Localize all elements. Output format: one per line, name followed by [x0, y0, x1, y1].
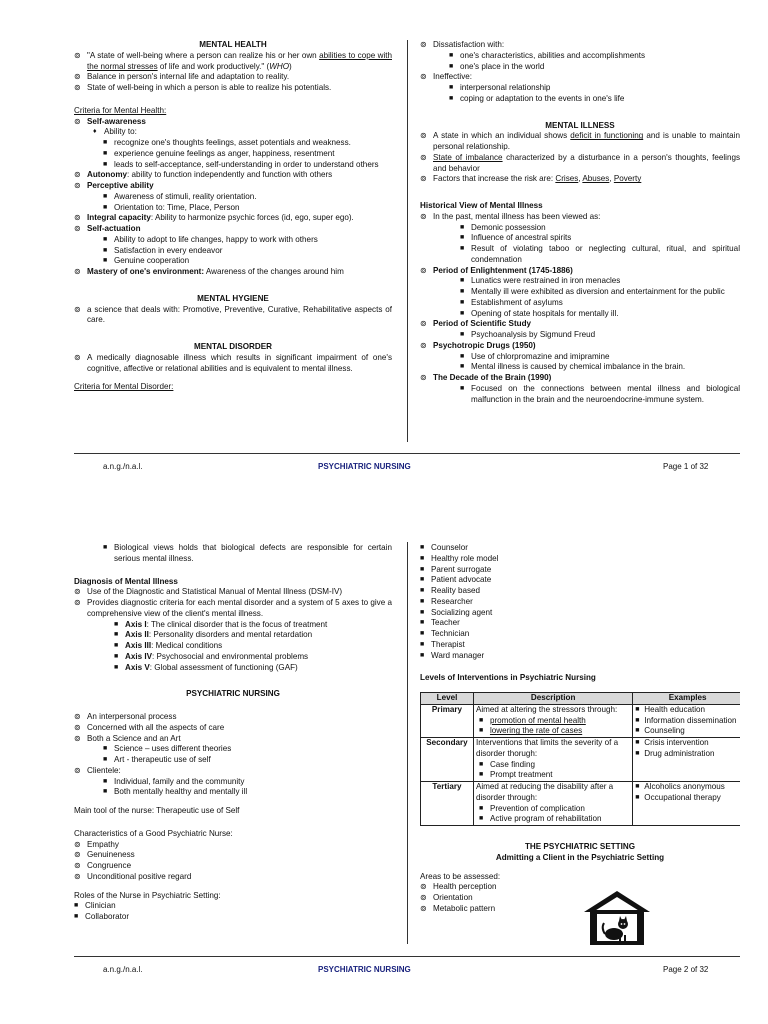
footer-author: a.n.g./n.a.l. — [103, 965, 143, 974]
page1-column-divider — [407, 40, 408, 442]
mh-definition-3: ⊚ State of well-being in which a person is able to realize his potentials. — [74, 83, 332, 92]
ineffective: ⊚ Ineffective: — [420, 72, 472, 82]
role-item: ■ Collaborator — [74, 912, 130, 921]
footer-page-number: Page 1 of 32 — [663, 462, 709, 471]
enlightenment-item: ■ Opening of state hospitals for mentally ill. — [460, 308, 619, 318]
page2-column-divider — [407, 542, 408, 944]
disorder-definition: ⊚ A medically diagnosable illness which results in significant impairment of one's cognitive, affective or relational abilities and is equivalent to mental illness. — [74, 352, 392, 373]
diagnosis-title: Diagnosis of Mental Illness — [74, 576, 178, 586]
page2-left-column — [74, 543, 392, 923]
science-art-item: ■ Art - therapeutic use of self — [103, 755, 211, 764]
interventions-table — [420, 692, 740, 826]
table-row — [421, 738, 741, 782]
level-cell: Tertiary — [421, 782, 474, 826]
dissatisfaction-item: ■ one's place in the world — [449, 61, 545, 71]
mental-illness-def-1: ⊚ A state in which an individual shows deficit in functioning and is unable to maintain personal relationship. — [420, 131, 740, 151]
enlightenment-item: ■ Lunatics were restrained in iron menacles — [460, 276, 621, 286]
page1-left-column — [74, 40, 392, 393]
page2-footer-rule — [74, 956, 740, 957]
psychotropic-item: ■ Use of chlorpromazine and imipramine — [460, 351, 610, 361]
mh-definition-1: ⊚ "A state of well-being where a person can realize his or her own abilities to cope with the normal stresses of life and work productively." (WHO) — [74, 50, 392, 71]
biological-view: ■ Biological views holds that biological defects are responsible for certain serious mental illness. — [103, 543, 392, 563]
table-row — [421, 704, 741, 737]
hygiene-definition: ⊚ a science that deals with: Promotive, Preventive, Curative, Rehabilitative aspects of care. — [74, 304, 392, 325]
page1-footer-rule — [74, 453, 740, 454]
page2-footer — [0, 965, 768, 977]
psychotropic-drugs: ⊚ Psychotropic Drugs (1950) — [420, 340, 536, 350]
examples-cell: ■ Crisis intervention ■ Drug administration — [633, 738, 740, 782]
psychiatric-setting-title: THE PSYCHIATRIC SETTING — [524, 842, 636, 851]
enlightenment-item: ■ Establishment of asylums — [460, 297, 563, 307]
characteristic-item: ⊚ Empathy — [74, 839, 119, 849]
main-tool: Main tool of the nurse: Therapeutic use of Self — [74, 806, 240, 815]
mental-health-title: MENTAL HEALTH — [199, 40, 267, 49]
examples-cell: ■ Health education ■ Information dissemination ■ Counseling — [633, 704, 740, 737]
role-item: ■ Counselor — [420, 543, 468, 552]
scientific-item: ■ Psychoanalysis by Sigmund Freud — [460, 330, 596, 339]
page1-footer — [0, 462, 768, 474]
table-header: Examples — [633, 693, 740, 705]
table-header: Description — [473, 693, 632, 705]
period-enlightenment: ⊚ Period of Enlightenment (1745-1886) — [420, 265, 573, 275]
ineffective-item: ■ coping or adaptation to the events in one's life — [449, 93, 625, 103]
sa-item: ■ experience genuine feelings as anger, happiness, resentment — [103, 148, 335, 158]
role-item: ■ Ward manager — [420, 650, 485, 660]
role-item: ■ Reality based — [420, 586, 481, 595]
self-actuation-item: ■ Ability to adopt to life changes, happy to work with others — [103, 234, 318, 244]
axis-item: ■ Axis I: The clinical disorder that is the focus of treatment — [114, 619, 328, 629]
mh-definition-2: ⊚ Balance in person's internal life and adaptation to reality. — [74, 72, 290, 82]
ability-to: ♦ Ability to: — [93, 127, 137, 137]
footer-page-number: Page 2 of 32 — [663, 965, 709, 974]
clientele-item: ■ Both mentally healthy and mentally ill — [103, 787, 248, 797]
table-header-row — [421, 693, 741, 705]
area-item: ⊚ Orientation — [420, 893, 473, 902]
psychotropic-item: ■ Mental illness is caused by chemical imbalance in the brain. — [460, 362, 686, 372]
perceptive-item: ■ Orientation to: Time, Place, Person — [103, 202, 240, 212]
past-item: ■ Demonic possession — [460, 222, 546, 232]
characteristic-item: ⊚ Genuineness — [74, 850, 135, 860]
footer-title: PSYCHIATRIC NURSING — [318, 965, 411, 974]
period-scientific-study: ⊚ Period of Scientific Study — [420, 319, 532, 329]
criteria-mental-health-heading: Criteria for Mental Health: — [74, 105, 167, 115]
decade-item: ■ Focused on the connections between mental illness and biological malfunction in the brain and the neuroendocrine-immune system. — [460, 383, 740, 404]
sa-item: ■ recognize one's thoughts feelings, asset potentials and weakness. — [103, 138, 351, 147]
mastery-environment: ⊚ Mastery of one's environment: Awareness of the changes around him — [74, 267, 344, 276]
self-actuation-item: ■ Genuine cooperation — [103, 256, 190, 266]
sa-item: ■ leads to self-acceptance, self-understanding in order to understand others — [103, 159, 379, 169]
role-item: ■ Researcher — [420, 596, 473, 606]
clientele-item: ■ Individual, family and the community — [103, 776, 245, 786]
axis-item: ■ Axis IV: Psychosocial and environmental problems — [114, 651, 309, 661]
dsm-provides: ⊚ Provides diagnostic criteria for each mental disorder and a system of 5 axes to give a comprehensive view of the client's mental illness. — [74, 598, 392, 618]
footer-title: PSYCHIATRIC NURSING — [318, 462, 411, 471]
role-item: ■ Socializing agent — [420, 607, 493, 617]
ineffective-item: ■ interpersonal relationship — [449, 83, 551, 92]
past-item: ■ Influence of ancestral spirits — [460, 233, 572, 243]
mental-illness-title: MENTAL ILLNESS — [545, 120, 615, 130]
footer-author: a.n.g./n.a.l. — [103, 462, 143, 471]
dissatisfaction: ⊚ Dissatisfaction with: — [420, 40, 505, 49]
role-item: ■ Clinician — [74, 901, 116, 911]
role-item: ■ Teacher — [420, 618, 460, 628]
table-header: Level — [421, 693, 474, 705]
decade-of-brain: ⊚ The Decade of the Brain (1990) — [420, 373, 552, 382]
mental-hygiene-title: MENTAL HYGIENE — [197, 293, 269, 303]
area-item: ⊚ Metabolic pattern — [420, 903, 496, 913]
house-with-cat-icon — [583, 890, 651, 946]
characteristic-item: ⊚ Congruence — [74, 861, 132, 870]
science-art-item: ■ Science – uses different theories — [103, 744, 232, 754]
level-cell: Primary — [421, 704, 474, 737]
risk-factors: ⊚ Factors that increase the risk are: Crises, Abuses, Poverty — [420, 174, 642, 184]
examples-cell: ■ Alcoholics anonymous ■ Occupational therapy — [633, 782, 740, 826]
clientele: ⊚ Clientele: — [74, 765, 121, 775]
dissatisfaction-item: ■ one's characteristics, abilities and accomplishments — [449, 50, 646, 60]
role-item: ■ Healthy role model — [420, 553, 499, 563]
level-cell: Secondary — [421, 738, 474, 782]
area-item: ⊚ Health perception — [420, 882, 497, 892]
past-intro: ⊚ In the past, mental illness has been viewed as: — [420, 211, 601, 221]
axis-item: ■ Axis II: Personality disorders and mental retardation — [114, 630, 313, 640]
pn-item: ⊚ Both a Science and an Art — [74, 733, 181, 743]
self-actuation: ⊚ Self-actuation — [74, 224, 141, 233]
axis-item: ■ Axis III: Medical conditions — [114, 641, 223, 650]
past-item: ■ Result of violating taboo or neglecting cultural, ritual, and spiritual condemnation — [460, 244, 740, 264]
criteria-mental-disorder-heading: Criteria for Mental Disorder: — [74, 382, 174, 392]
integral-capacity: ⊚ Integral capacity: Ability to harmonize psychic forces (id, ego, super ego). — [74, 213, 354, 223]
page2-right-column — [420, 543, 740, 915]
role-item: ■ Parent surrogate — [420, 564, 492, 574]
description-cell: Aimed at altering the stressors through: ■ promotion of mental health ■ lowering the rate of cases — [473, 704, 632, 737]
role-item: ■ Patient advocate — [420, 575, 492, 585]
description-cell: Interventions that limits the severity of a disorder thorugh: ■ Case finding ■ Prompt treatment — [473, 738, 632, 782]
perceptive-ability: ⊚ Perceptive ability — [74, 181, 154, 190]
autonomy: ⊚ Autonomy: ability to function independently and function with others — [74, 170, 333, 180]
psychiatric-nursing-title: PSYCHIATRIC NURSING — [186, 689, 280, 699]
characteristics-heading: Characteristics of a Good Psychiatric Nurse: — [74, 828, 233, 838]
areas-heading: Areas to be assessed: — [420, 871, 501, 881]
psychiatric-setting-subtitle: Admitting a Client in the Psychiatric Setting — [495, 852, 665, 862]
description-cell: Aimed at reducing the disability after a disorder through: ■ Prevention of complication ■ Active program of rehabilitation — [473, 782, 632, 826]
role-item: ■ Therapist — [420, 639, 465, 649]
perceptive-item: ■ Awareness of stimuli, reality orientation. — [103, 191, 257, 201]
role-item: ■ Technician — [420, 629, 470, 638]
table-row — [421, 782, 741, 826]
dsm-use: ⊚ Use of the Diagnostic and Statistical Manual of Mental Illness (DSM-IV) — [74, 587, 343, 597]
roles-heading: Roles of the Nurse in Psychiatric Setting: — [74, 890, 221, 900]
levels-title: Levels of Interventions in Psychiatric Nursing — [420, 673, 596, 683]
page1-right-column — [420, 40, 740, 405]
mental-disorder-title: MENTAL DISORDER — [194, 342, 272, 351]
enlightenment-item: ■ Mentally ill were exhibited as diversion and entertainment for the public — [460, 287, 725, 296]
pn-item: ⊚ Concerned with all the aspects of care — [74, 722, 225, 732]
self-actuation-item: ■ Satisfaction in every endeavor — [103, 245, 223, 255]
historical-view-title: Historical View of Mental Illness — [420, 201, 543, 210]
pn-item: ⊚ An interpersonal process — [74, 712, 177, 721]
axis-item: ■ Axis V: Global assessment of functioning (GAF) — [114, 662, 298, 672]
characteristic-item: ⊚ Unconditional positive regard — [74, 871, 192, 881]
self-awareness: ⊚ Self-awareness — [74, 116, 146, 126]
mental-illness-def-2: ⊚ State of imbalance characterized by a disturbance in a person's thoughts, feelings and behavior — [420, 152, 740, 173]
